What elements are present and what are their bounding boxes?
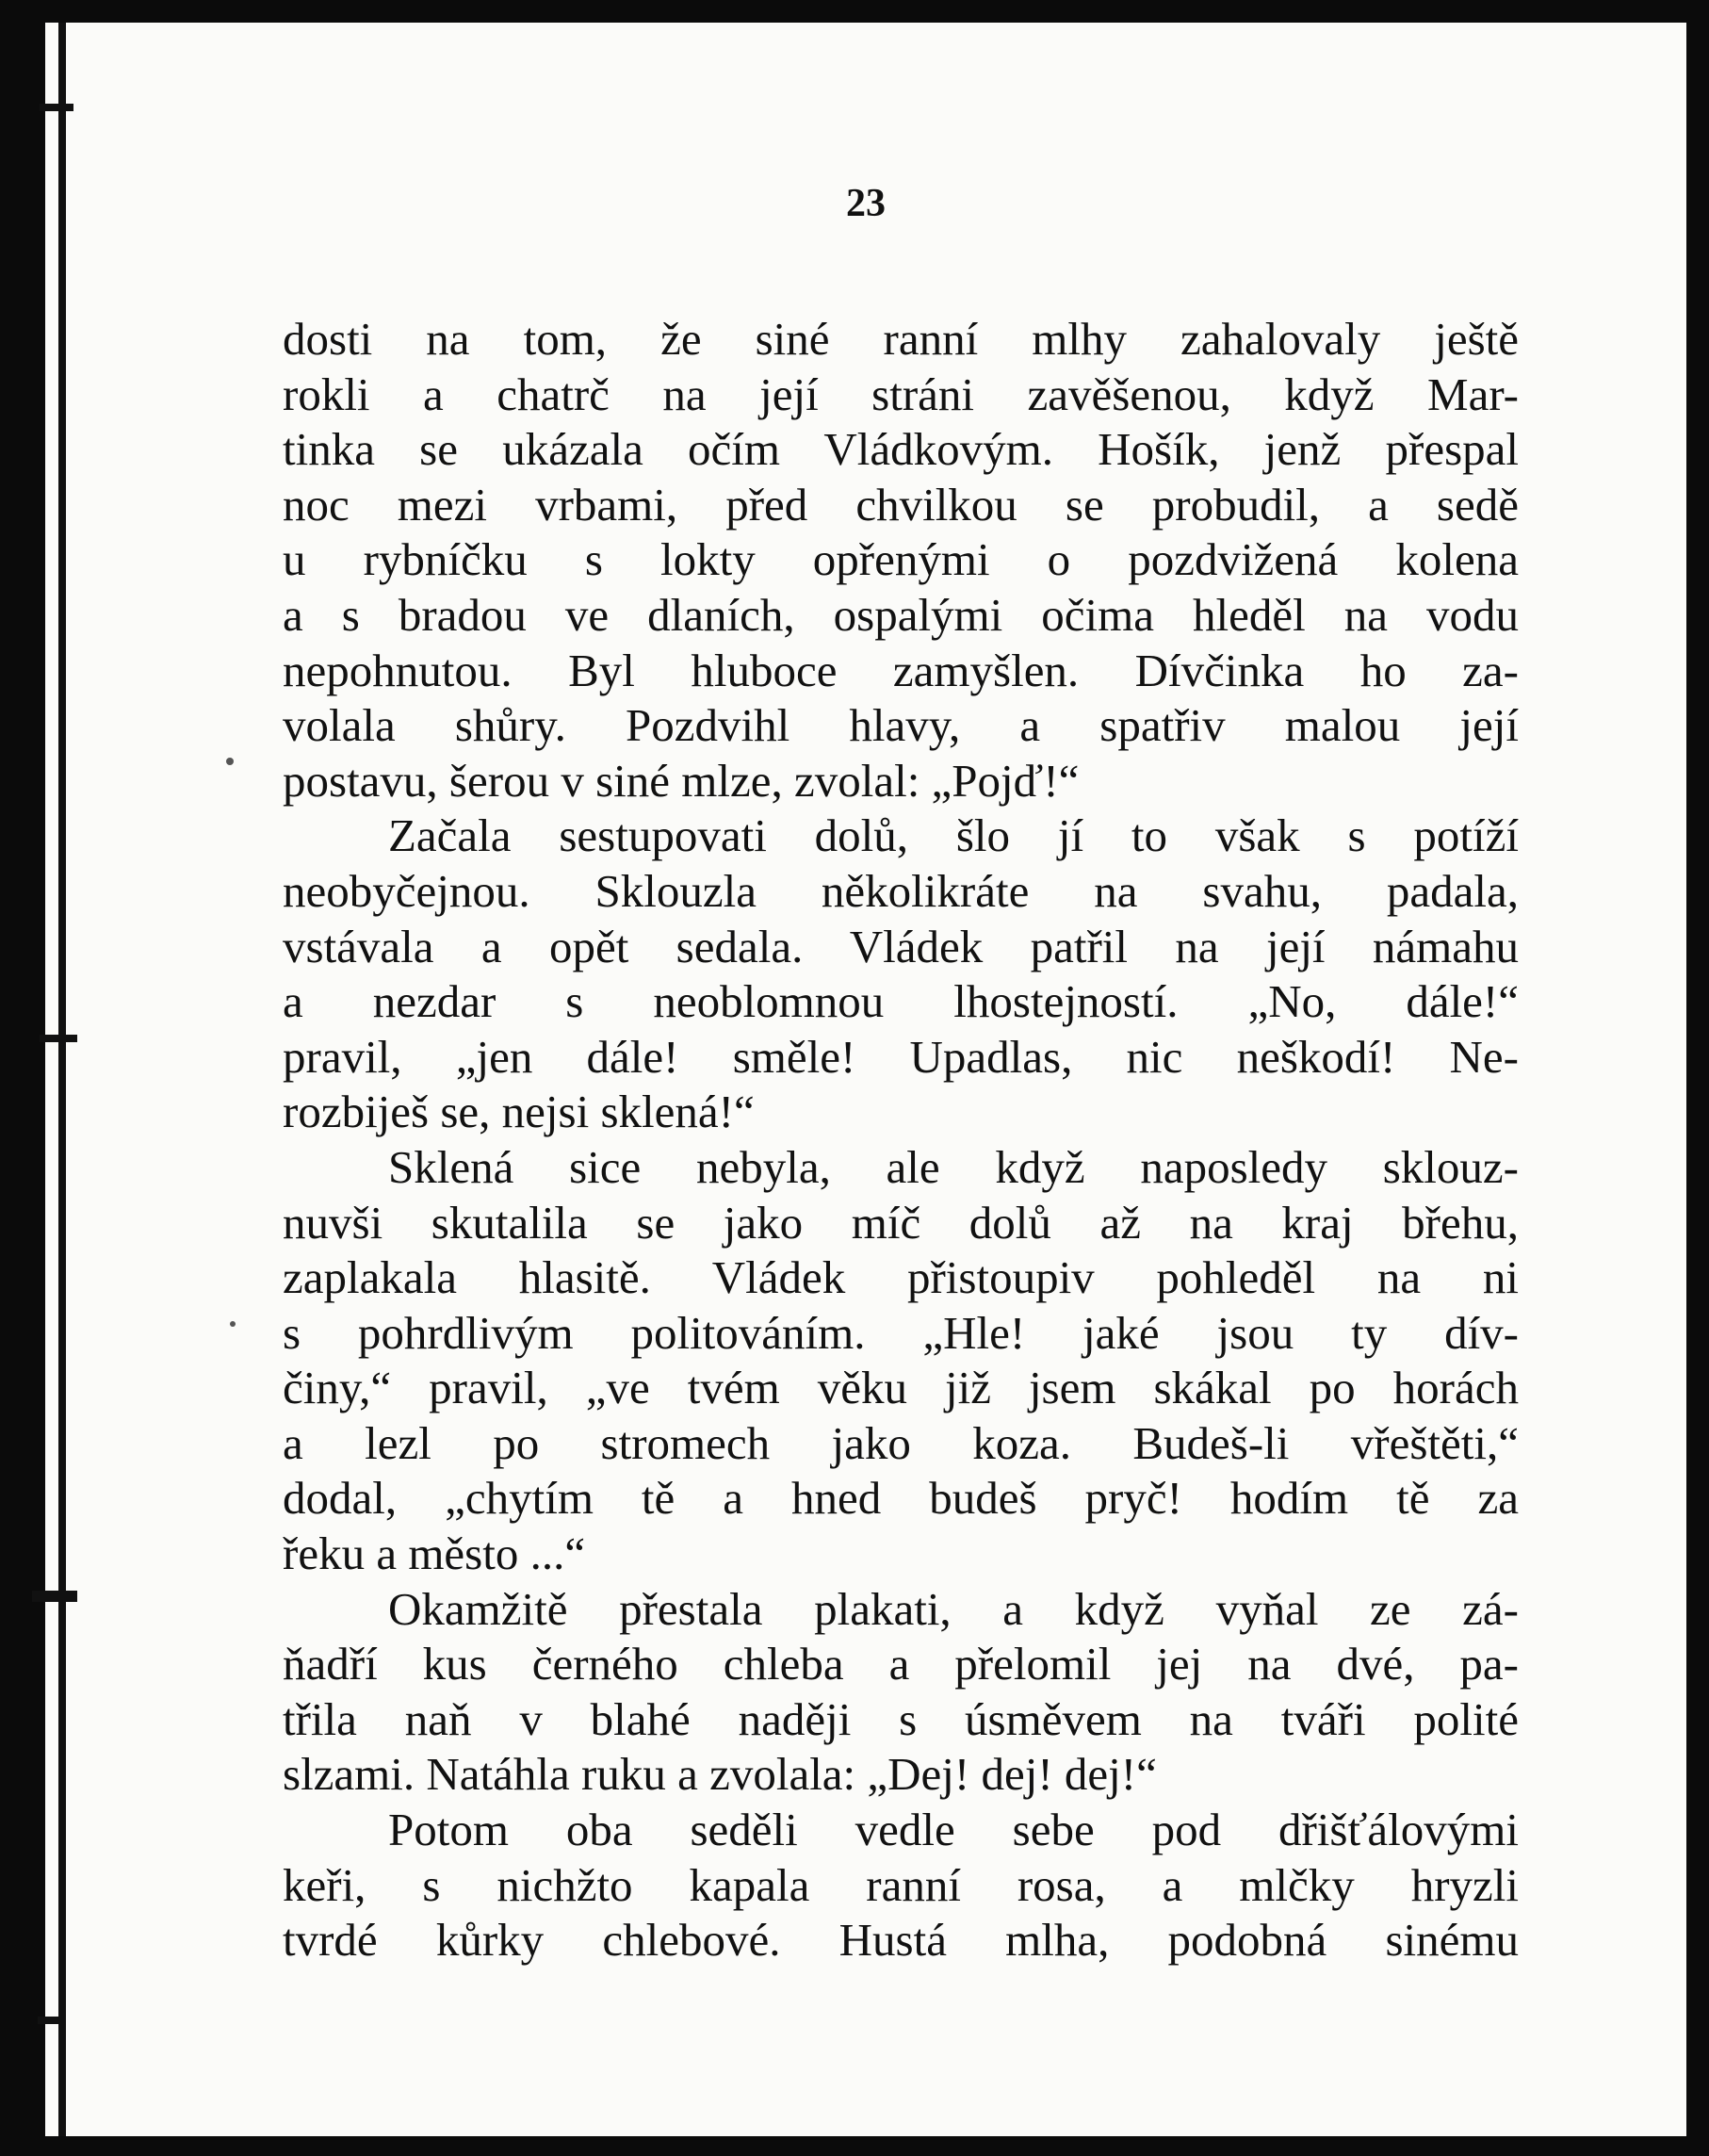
book-page — [45, 23, 1686, 2136]
text-line: rozbiješ se, nejsi sklená!“ — [283, 1086, 755, 1138]
text-line: a lezl po stromech jako koza. Budeš-li vřeštěti,“ — [283, 1416, 1519, 1469]
binding-edge — [58, 23, 66, 2136]
text-line: tvrdé kůrky chlebové. Hustá mlha, podobná sinému — [283, 1914, 1519, 1967]
paper-speck — [230, 1321, 236, 1327]
text-line: nepohnutou. Byl hluboce zamyšlen. Dívčinka ho za- — [283, 644, 1519, 696]
text-line: tinka se ukázala očím Vládkovým. Hošík, jenž přespal — [283, 423, 1519, 476]
text-line: a s bradou ve dlaních, ospalými očima hleděl na vodu — [283, 588, 1519, 641]
text-line: Potom oba seděli vedle sebe pod dřišťálovými — [388, 1804, 1519, 1856]
body-text — [283, 312, 1519, 1968]
text-line: řeku a město ...“ — [283, 1527, 586, 1580]
text-line: Okamžitě přestala plakati, a když vyňal ze zá- — [388, 1582, 1519, 1635]
text-line: postavu, šerou v siné mlze, zvolal: „Pojď!“ — [283, 754, 1080, 807]
text-line: dosti na tom, že siné ranní mlhy zahalovaly ještě — [283, 313, 1519, 365]
text-line: Začala sestupovati dolů, šlo jí to však s potíží — [388, 809, 1519, 862]
text-line: činy,“ pravil, „ve tvém věku již jsem skákal po horách — [283, 1362, 1519, 1414]
paper-speck — [226, 758, 234, 765]
text-line: pravil, „jen dále! směle! Upadlas, nic neškodí! Ne- — [283, 1030, 1519, 1083]
text-line: zaplakala hlasitě. Vládek přistoupiv pohleděl na ni — [283, 1251, 1519, 1304]
binding-mark — [38, 2017, 64, 2024]
binding-mark — [40, 104, 73, 111]
text-line: volala shůry. Pozdvihl hlavy, a spatřiv malou její — [283, 699, 1519, 752]
text-line: třila naň v blahé naději s úsměvem na tváři polité — [283, 1692, 1519, 1745]
text-line: slzami. Natáhla ruku a zvolala: „Dej! dej! dej!“ — [283, 1748, 1157, 1801]
text-line: a nezdar s neoblomnou lhostejností. „No, dále!“ — [283, 975, 1519, 1028]
binding-mark — [40, 1035, 77, 1042]
text-line: noc mezi vrbami, před chvilkou se probudil, a sedě — [283, 478, 1519, 531]
page-number: 23 — [846, 182, 886, 225]
text-line: Sklená sice nebyla, ale když naposledy sklouz- — [388, 1140, 1519, 1193]
text-line: rokli a chatrč na její stráni zavěšenou, když Mar- — [283, 368, 1519, 420]
text-line: dodal, „chytím tě a hned budeš pryč! hodím tě za — [283, 1472, 1519, 1525]
text-line: u rybníčku s lokty opřenými o pozdvižená kolena — [283, 533, 1519, 586]
text-line: vstávala a opět sedala. Vládek patřil na její námahu — [283, 920, 1519, 972]
text-line: keři, s nichžto kapala ranní rosa, a mlčky hryzli — [283, 1858, 1519, 1911]
text-line: neobyčejnou. Sklouzla několikráte na svahu, padala, — [283, 864, 1519, 917]
text-line: ňadří kus černého chleba a přelomil jej na dvé, pa- — [283, 1638, 1519, 1690]
binding-mark — [32, 1591, 77, 1602]
text-line: nuvši skutalila se jako míč dolů až na kraj břehu, — [283, 1196, 1519, 1249]
text-line: s pohrdlivým politováním. „Hle! jaké jsou ty dív- — [283, 1306, 1519, 1359]
